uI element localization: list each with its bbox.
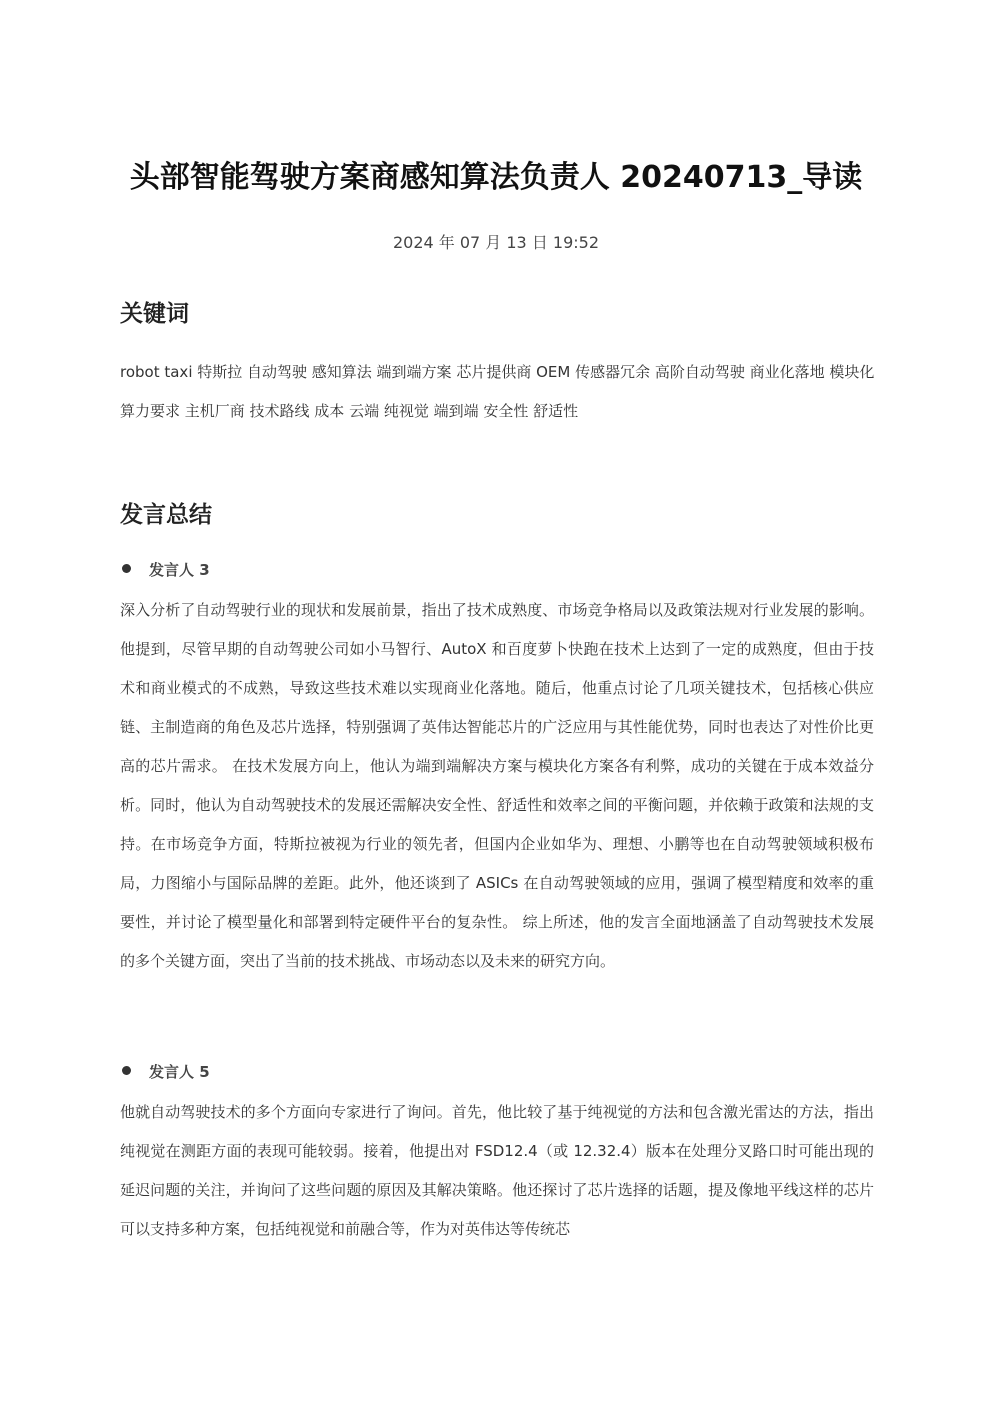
- speaker-item: [120, 1061, 210, 1083]
- keywords-heading: 关键词: [120, 301, 189, 327]
- summary-heading: 发言总结: [120, 502, 212, 528]
- bullet-icon: [122, 1066, 131, 1075]
- keywords-text: robot taxi 特斯拉 自动驾驶 感知算法 端到端方案 芯片提供商 OEM 传感器冗余 高阶自动驾驶 商业化落地 模块化 算力要求 主机厂商 技术路线 成本 云端 纯视觉 端到端 安全性 舒适性: [120, 363, 875, 420]
- document-date: 2024 年 07 月 13 日 19:52: [392, 233, 600, 252]
- speaker-summary-text: 他就自动驾驶技术的多个方面向专家进行了询问。首先，他比较了基于纯视觉的方法和包含激光雷达的方法，指出纯视觉在测距方面的表现可能较弱。接着，他提出对 FSD12.4（或 12.32.4）版本在处理分叉路口时可能出现的延迟问题的关注，并询问了这些问题的原因及其解决策略。他还探讨了芯片选择的话题，提及像地平线这样的芯片可以支持多种方案，包括纯视觉和前融合等，作为对英伟达等传统芯: [120, 1103, 874, 1238]
- speaker-label: 发言人 3: [149, 561, 210, 579]
- bullet-icon: [122, 564, 131, 573]
- speaker-item: [120, 559, 210, 581]
- document-title: 头部智能驾驶方案商感知算法负责人 20240713_导读: [129, 160, 863, 195]
- speaker-label: 发言人 5: [149, 1063, 210, 1081]
- speaker-summary-text: 深入分析了自动驾驶行业的现状和发展前景，指出了技术成熟度、市场竞争格局以及政策法规对行业发展的影响。他提到，尽管早期的自动驾驶公司如小马智行、AutoX 和百度萝卜快跑在技术上达到了一定的成熟度，但由于技术和商业模式的不成熟，导致这些技术难以实现商业化落地。随后，他重点讨论了几项关键技术，包括核心供应链、主制造商的角色及芯片选择，特别强调了英伟达智能芯片的广泛应用与其性能优势，同时也表达了对性价比更高的芯片需求。 在技术发展方向上，他认为端到端解决方案与模块化方案各有利弊，成功的关键在于成本效益分析。同时，他认为自动驾驶技术的发展还需解决安全性、舒适性和效率之间的平衡问题，并依赖于政策和法规的支持。在市场竞争方面，特斯拉被视为行业的领先者，但国内企业如华为、理想、小鹏等也在自动驾驶领域积极布局，力图缩小与国际品牌的差距。此外，他还谈到了 ASICs 在自动驾驶领域的应用，强调了模型精度和效率的重要性，并讨论了模型量化和部署到特定硬件平台的复杂性。 综上所述，他的发言全面地涵盖了自动驾驶技术发展的多个关键方面，突出了当前的技术挑战、市场动态以及未来的研究方向。: [120, 601, 874, 970]
